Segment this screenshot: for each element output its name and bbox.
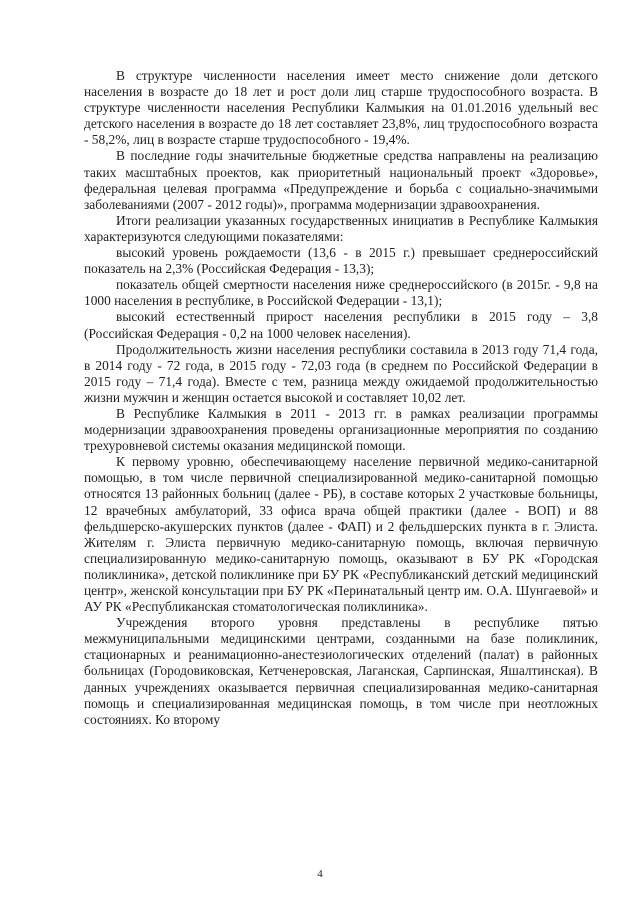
paragraph-mortality: показатель общей смертности населения ниже среднероссийского (в 2015г. - 9,8 на 1000 населения в республике, в Российской Федерации - 13,1); [84,277,598,309]
paragraph-birth-rate: высокий уровень рождаемости (13,6 - в 2015 г.) превышает среднероссийский показатель на 2,3% (Российская Федерация - 13,3); [84,245,598,277]
paragraph-natural-growth: высокий естественный прирост населения республики в 2015 году – 3,8 (Российская Федерация - 0,2 на 1000 человек населения). [84,309,598,341]
paragraph-second-level: Учреждения второго уровня представлены в республике пятью межмуниципальными медицинскими центрами, созданными на базе поликлиник, стационарных и реанимационно-анестезиологических отделений (палат) в районных больницах (Городовиковская, Кетченеровская, Лаганская, Сарпинская, Яшалтинская). В данных учреждениях оказывается первичная специализированная медико-санитарная помощь и специализированная медицинская помощь, в том числе при неотложных состояниях. Ко второму [84,615,598,727]
paragraph-results-intro: Итоги реализации указанных государственных инициатив в Республике Калмыкия характеризуются следующими показателями: [84,212,598,244]
paragraph-budget-projects: В последние годы значительные бюджетные средства направлены на реализацию таких масштабных проектов, как приоритетный национальный проект «Здоровье», федеральная целевая программа «Предупреждение и борьба с социально-значимыми заболеваниями (2007 - 2012 годы)», программа модернизации здравоохранения. [84,148,598,212]
paragraph-life-expectancy: Продолжительность жизни населения республики составила в 2013 году 71,4 года, в 2014 году - 72 года, в 2015 году - 72,03 года (в среднем по Российской Федерации в 2015 году – 71,4 года). Вместе с тем, разница между ожидаемой продолжительностью жизни мужчин и женщин остается высокой и составляет 10,02 лет. [84,341,598,405]
paragraph-population-structure: В структуре численности населения имеет место снижение доли детского населения в возрасте до 18 лет и рост доли лиц старше трудоспособного возраста. В структуре численности населения Республики Калмыкия на 01.01.2016 удельный вес детского населения в возрасте до 18 лет составляет 23,8%, лиц трудоспособного возраста - 58,2%, лиц в возрасте старше трудоспособного - 19,4%. [84,68,598,148]
paragraph-first-level: К первому уровню, обеспечивающему население первичной медико-санитарной помощью, в том числе первичной специализированной медико-санитарной помощью относятся 13 районных больниц (далее - РБ), в составе которых 2 участковые больницы, 12 врачебных амбулаторий, 33 офиса врача общей практики (далее - ВОП) и 88 фельдшерско-акушерских пунктов (далее - ФАП) и 2 фельдшерских пункта в г. Элиста. Жителям г. Элиста первичную медико-санитарную помощь, включая первичную специализированную медико-санитарную помощь, оказывают в БУ РК «Городская поликлиника», детской поликлинике при БУ РК «Республиканский детский медицинский центр», женской консультации при БУ РК «Перинатальный центр им. О.А. Шунгаевой» и АУ РК «Республиканская стоматологическая поликлиника». [84,454,598,615]
page-number: 4 [317,868,323,880]
paragraph-modernization: В Республике Калмыкия в 2011 - 2013 гг. в рамках реализации программы модернизации здравоохранения проведены организационные мероприятия по созданию трехуровневой системы оказания медицинской помощи. [84,405,598,454]
